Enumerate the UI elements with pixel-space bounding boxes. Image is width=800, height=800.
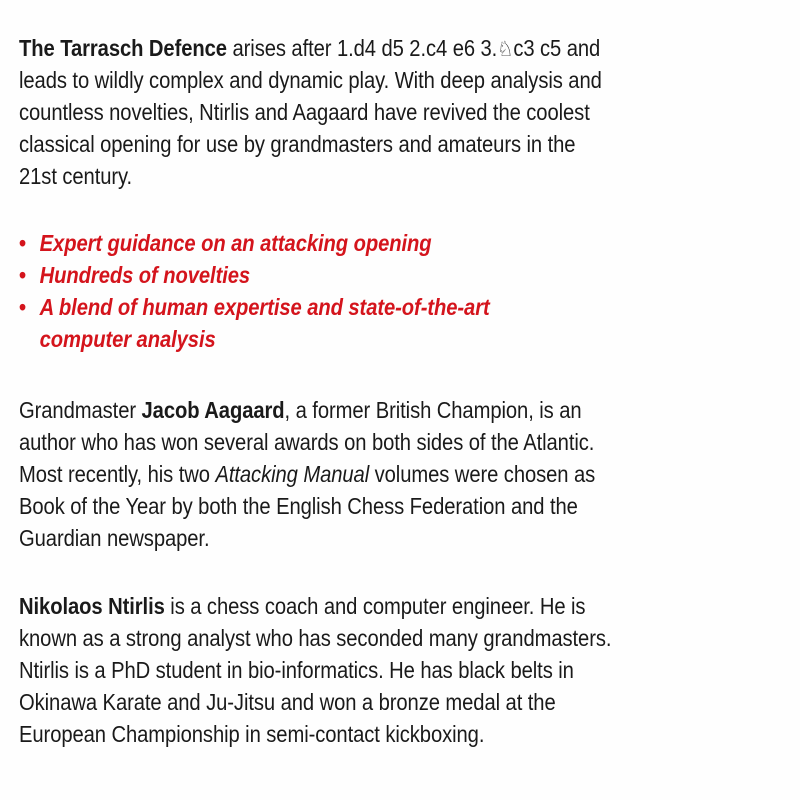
bullet-icon: • xyxy=(19,230,27,256)
ntirlis-line-1: Nikolaos Ntirlis is a chess coach and computer engineer. He is xyxy=(19,593,586,619)
aagaard-line-5: Guardian newspaper. xyxy=(19,525,210,551)
bullet-icon: • xyxy=(19,262,27,288)
intro-line-1: The Tarrasch Defence arises after 1.d4 d5 2.c4 e6 3.♘c3 c5 and xyxy=(19,35,601,61)
bullet-item-3-continued: computer analysis xyxy=(39,326,216,352)
bullet-icon: • xyxy=(19,294,27,320)
aagaard-line-2: author who has won several awards on both sides of the Atlantic. xyxy=(19,429,595,455)
bullet-item-1: • Expert guidance on an attacking opening xyxy=(19,227,432,259)
intro-line-4: classical opening for use by grandmasters and amateurs in the xyxy=(19,131,576,157)
aagaard-line-4: Book of the Year by both the English Chess Federation and the xyxy=(19,493,578,519)
bullet-item-2: • Hundreds of novelties xyxy=(19,259,250,291)
knight-icon: ♘ xyxy=(497,37,514,61)
ntirlis-line-2: known as a strong analyst who has seconded many grandmasters. xyxy=(19,625,612,651)
opening-title: The Tarrasch Defence xyxy=(19,35,227,61)
aagaard-line-3: Most recently, his two Attacking Manual volumes were chosen as xyxy=(19,461,596,487)
intro-line-5: 21st century. xyxy=(19,163,133,189)
ntirlis-line-4: Okinawa Karate and Ju-Jitsu and won a bronze medal at the xyxy=(19,689,556,715)
ntirlis-line-3: Ntirlis is a PhD student in bio-informatics. He has black belts in xyxy=(19,657,574,683)
bullet-item-3: • A blend of human expertise and state-of-the-art xyxy=(19,291,490,323)
intro-line-3: countless novelties, Ntirlis and Aagaard have revived the coolest xyxy=(19,99,590,125)
intro-line-2: leads to wildly complex and dynamic play. With deep analysis and xyxy=(19,67,602,93)
aagaard-line-1: Grandmaster Jacob Aagaard, a former British Champion, is an xyxy=(19,397,582,423)
author-name: Jacob Aagaard xyxy=(141,397,285,423)
ntirlis-line-5: European Championship in semi-contact kickboxing. xyxy=(19,721,485,747)
book-title: Attacking Manual xyxy=(215,461,370,487)
author-name: Nikolaos Ntirlis xyxy=(19,593,165,619)
